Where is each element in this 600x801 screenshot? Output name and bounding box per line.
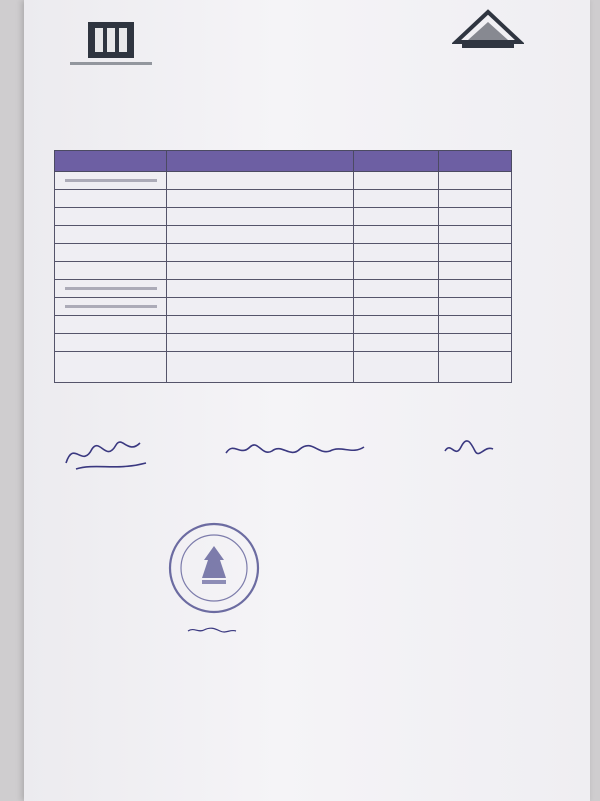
cell-day [439, 316, 512, 334]
cell-date [354, 316, 439, 334]
cell-notes [55, 244, 167, 262]
header-task [167, 151, 354, 172]
table-header-row [55, 151, 512, 172]
cell-notes [55, 298, 167, 316]
election-committee-signature [220, 433, 370, 463]
cell-day [439, 226, 512, 244]
cell-date [354, 280, 439, 298]
cell-notes [55, 226, 167, 244]
cell-task [167, 316, 354, 334]
cell-task [167, 280, 354, 298]
faculty-logo [70, 22, 152, 74]
header-day [439, 151, 512, 172]
cell-task [167, 208, 354, 226]
cell-notes [55, 190, 167, 208]
cell-date [354, 334, 439, 352]
table-row [55, 298, 512, 316]
cell-date [354, 262, 439, 280]
cell-date [354, 352, 439, 383]
cell-day [439, 190, 512, 208]
table-row [55, 244, 512, 262]
cell-notes [55, 262, 167, 280]
table-row [55, 226, 512, 244]
header-date [354, 151, 439, 172]
table-row [55, 280, 512, 298]
official-seal [166, 520, 262, 616]
cell-date [354, 172, 439, 190]
cell-notes [55, 334, 167, 352]
faculty-logo-caption [70, 62, 152, 65]
dean-signature [56, 433, 156, 475]
header-notes [55, 151, 167, 172]
cell-task [167, 298, 354, 316]
cell-task [167, 334, 354, 352]
cell-day [439, 280, 512, 298]
cell-day [439, 172, 512, 190]
cell-notes [55, 172, 167, 190]
youth-welfare-signature [439, 433, 499, 461]
cell-date [354, 244, 439, 262]
cell-notes [55, 352, 167, 383]
youth-welfare-signature-block [394, 433, 544, 464]
notes-handwriting [65, 179, 157, 182]
table-row [55, 208, 512, 226]
cell-task [167, 352, 354, 383]
table-row [55, 334, 512, 352]
table-row [55, 352, 512, 383]
cell-notes [55, 280, 167, 298]
cell-date [354, 208, 439, 226]
university-emblem [452, 8, 524, 52]
cell-day [439, 352, 512, 383]
cell-day [439, 262, 512, 280]
table-row [55, 262, 512, 280]
election-committee-signature-block [200, 433, 390, 466]
cell-notes [55, 208, 167, 226]
cell-task [167, 172, 354, 190]
table-row [55, 316, 512, 334]
cell-day [439, 298, 512, 316]
cell-day [439, 244, 512, 262]
cell-day [439, 334, 512, 352]
cell-date [354, 298, 439, 316]
cell-task [167, 262, 354, 280]
cell-notes [55, 316, 167, 334]
elections-schedule-table [54, 150, 512, 383]
cell-task [167, 226, 354, 244]
dean-signature-block [46, 433, 166, 478]
cell-task [167, 190, 354, 208]
cell-date [354, 190, 439, 208]
schedule-title [120, 116, 490, 138]
notes-handwriting [65, 287, 157, 290]
notes-handwriting [65, 305, 157, 308]
cell-day [439, 208, 512, 226]
table-row [55, 190, 512, 208]
cell-task [167, 244, 354, 262]
seal-handwritten-date [186, 625, 238, 635]
cell-date [354, 226, 439, 244]
table-row [55, 172, 512, 190]
